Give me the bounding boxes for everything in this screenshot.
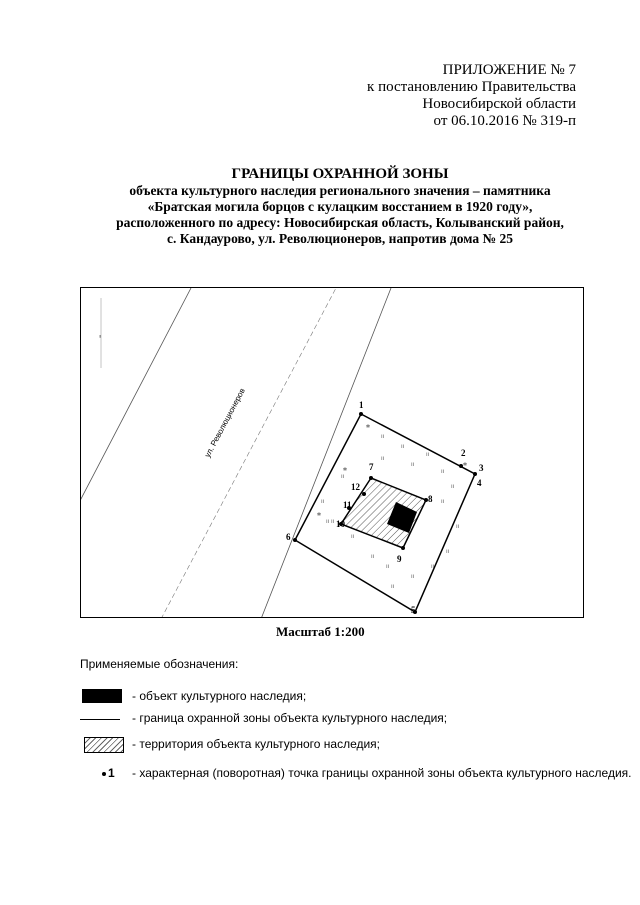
title-main: ГРАНИЦЫ ОХРАННОЙ ЗОНЫ bbox=[231, 166, 449, 182]
legend-point-number: 1 bbox=[108, 766, 115, 780]
legend-object-swatch bbox=[82, 689, 122, 703]
svg-text:ıı: ıı bbox=[411, 574, 415, 580]
legend-object-label: - объект культурного наследия; bbox=[132, 689, 307, 703]
street-label: ул. Революционеров bbox=[202, 386, 247, 459]
appendix-number: ПРИЛОЖЕНИЕ № 7 bbox=[442, 62, 576, 78]
svg-text:ıı: ıı bbox=[456, 524, 460, 530]
svg-text:ıı: ıı bbox=[371, 554, 375, 560]
tree-icon: ⁎ bbox=[463, 459, 467, 468]
legend-point-label: - характерная (поворотная) точка границы охранной зоны объекта культурного наследия. bbox=[132, 766, 632, 780]
tree-icon: ⁎ bbox=[317, 509, 321, 518]
appendix-region: Новосибирской области bbox=[422, 96, 576, 112]
svg-text:ıı: ıı bbox=[386, 564, 390, 570]
svg-text:ıı: ıı bbox=[331, 519, 335, 525]
svg-text:ıı: ıı bbox=[431, 564, 435, 570]
point-label-4: 4 bbox=[477, 478, 482, 488]
legend-point-swatch bbox=[102, 766, 122, 780]
road-edge-line-1 bbox=[81, 288, 191, 518]
point-label-12: 12 bbox=[351, 482, 360, 492]
title-line-3: «Братская могила борцов с кулацким восстанием в 1920 году», bbox=[147, 199, 533, 214]
utility-mark: ≡ bbox=[98, 334, 104, 338]
point-label-10: 10 bbox=[336, 519, 345, 529]
point-label-8: 8 bbox=[428, 494, 433, 504]
svg-text:ıı: ıı bbox=[411, 462, 415, 468]
title-line-2: объекта культурного наследия регионального значения – памятника bbox=[129, 183, 551, 198]
map-drawing bbox=[81, 288, 584, 618]
svg-text:ıı: ıı bbox=[381, 434, 385, 440]
road-edge-line-2 bbox=[161, 288, 336, 618]
tree-icon: ⁎ bbox=[366, 421, 370, 430]
svg-text:ıı: ıı bbox=[321, 499, 325, 505]
svg-text:ıı: ıı bbox=[446, 549, 450, 555]
svg-text:ıı: ıı bbox=[441, 469, 445, 475]
legend-boundary-swatch bbox=[80, 719, 120, 720]
svg-text:ıı: ıı bbox=[391, 584, 395, 590]
appendix-header bbox=[336, 62, 576, 130]
svg-text:ıı: ıı bbox=[381, 456, 385, 462]
legend-title: Применяемые обозначения: bbox=[80, 657, 239, 671]
point-label-7: 7 bbox=[369, 462, 374, 472]
svg-text:ıı: ıı bbox=[401, 444, 405, 450]
point-label-2: 2 bbox=[461, 448, 466, 458]
svg-text:ıı: ıı bbox=[341, 474, 345, 480]
map-scale: Масштаб 1:200 bbox=[276, 624, 365, 639]
title-line-5: с. Кандаурово, ул. Революционеров, напротив дома № 25 bbox=[167, 231, 513, 246]
legend-boundary-label: - граница охранной зоны объекта культурного наследия; bbox=[132, 711, 448, 725]
appendix-resolution: к постановлению Правительства bbox=[367, 79, 576, 95]
svg-text:ıı: ıı bbox=[441, 499, 445, 505]
svg-text:ıı: ıı bbox=[451, 484, 455, 490]
point-label-6: 6 bbox=[286, 532, 291, 542]
point-label-5: 5 bbox=[411, 605, 416, 615]
point-label-1: 1 bbox=[359, 400, 364, 410]
tree-icon: ⁎ bbox=[343, 464, 347, 473]
point-label-9: 9 bbox=[397, 554, 402, 564]
point-label-11: 11 bbox=[343, 500, 352, 510]
title-line-4: расположенного по адресу: Новосибирская область, Колыванский район, bbox=[116, 215, 564, 230]
svg-text:ıı: ıı bbox=[426, 452, 430, 458]
road-edge-line-3 bbox=[261, 288, 391, 618]
legend-territory-swatch bbox=[84, 737, 124, 753]
legend-territory-label: - территория объекта культурного наследия; bbox=[132, 737, 381, 751]
point-label-3: 3 bbox=[479, 463, 484, 473]
svg-text:ıı: ıı bbox=[351, 534, 355, 540]
appendix-date: от 06.10.2016 № 319-п bbox=[433, 113, 576, 129]
site-plan-map bbox=[80, 287, 584, 618]
svg-text:ıı: ıı bbox=[326, 519, 330, 525]
document-title bbox=[60, 165, 620, 247]
